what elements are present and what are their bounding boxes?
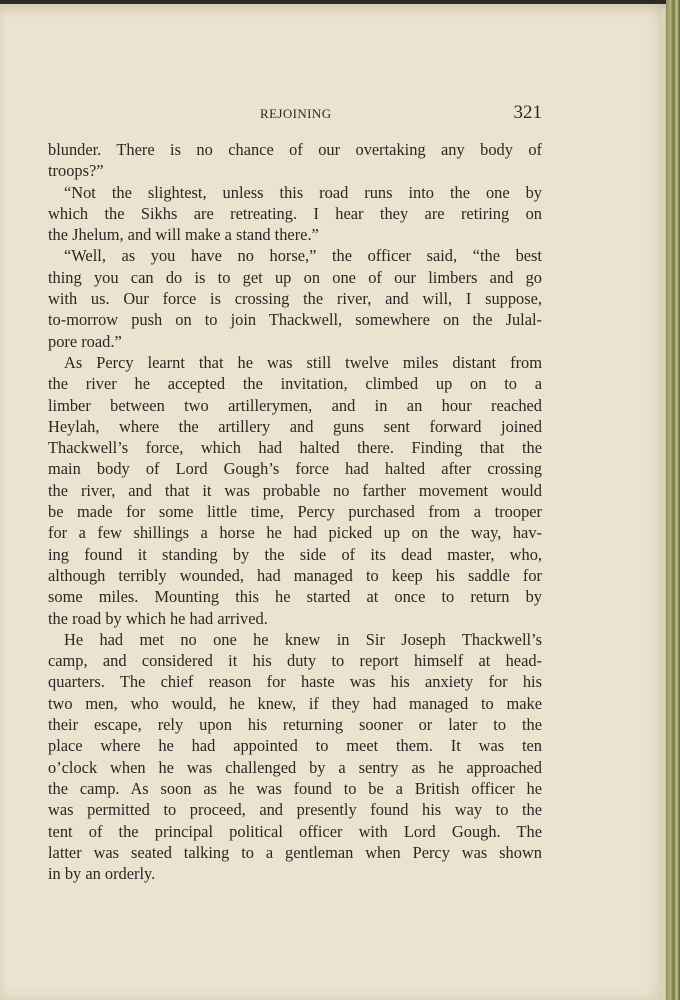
text-line: two men, who would, he knew, if they had managed to make [48,693,542,713]
text-line: their escape, rely upon his returning sooner or later to the [48,715,542,735]
text-line: which the Sikhs are retreating. I hear they are retiring on [48,203,542,223]
text-line: As Percy learnt that he was still twelve miles distant from [64,352,542,372]
text-line: some miles. Mounting this he started at once to return by [48,587,542,607]
text-line: Heylah, where the artillery and guns sent forward joined [48,416,542,436]
text-line: He had met no one he knew in Sir Joseph Thackwell’s [64,629,542,649]
text-line: troops?” [48,161,104,181]
book-cover-edge [666,0,680,1000]
book-page [0,4,666,1000]
text-line: with us. Our force is crossing the river, and will, I suppose, [48,289,542,309]
text-line: to-morrow push on to join Thackwell, somewhere on the Julal- [48,310,542,330]
text-line: tent of the principal political officer with Lord Gough. The [48,821,542,841]
text-line: the Jhelum, and will make a stand there.” [48,225,319,245]
text-line: although terribly wounded, had managed to keep his saddle for [48,565,542,585]
running-head [48,102,542,124]
text-line: pore road.” [48,331,122,351]
running-title: REJOINING [260,106,332,121]
text-line: main body of Lord Gough’s force had halted after crossing [48,459,542,479]
text-line: latter was seated talking to a gentleman when Percy was shown [48,842,542,862]
text-line: was permitted to proceed, and presently found his way to the [48,800,542,820]
text-line: for a few shillings a horse he had picked up on the way, hav- [48,523,542,543]
page-number: 321 [513,102,542,123]
text-line: quarters. The chief reason for haste was his anxiety for his [48,672,542,692]
text-line: the river he accepted the invitation, climbed up on to a [48,374,542,394]
text-line: the road by which he had arrived. [48,608,268,628]
text-line: o’clock when he was challenged by a sentry as he approached [48,757,542,777]
text-line: limber between two artillerymen, and in an hour reached [48,395,542,415]
text-line: Thackwell’s force, which had halted there. Finding that the [48,438,542,458]
text-line: ing found it standing by the side of its dead master, who, [48,544,542,564]
body-text [48,139,542,884]
text-line: camp, and considered it his duty to report himself at head- [48,651,542,671]
text-line: the river, and that it was probable no farther movement would [48,480,542,500]
text-line: be made for some little time, Percy purchased from a trooper [48,502,542,522]
text-line: “Not the slightest, unless this road runs into the one by [64,182,542,202]
text-line: thing you can do is to get up on one of our limbers and go [48,267,542,287]
text-line: the camp. As soon as he was found to be a British officer he [48,778,542,798]
text-line: blunder. There is no chance of our overtaking any body of [48,140,542,159]
text-line: “Well, as you have no horse,” the officer said, “the best [64,246,542,266]
page-edge-shadow [661,8,665,1000]
text-line: in by an orderly. [48,864,156,884]
text-line: place where he had appointed to meet them. It was ten [48,736,542,756]
